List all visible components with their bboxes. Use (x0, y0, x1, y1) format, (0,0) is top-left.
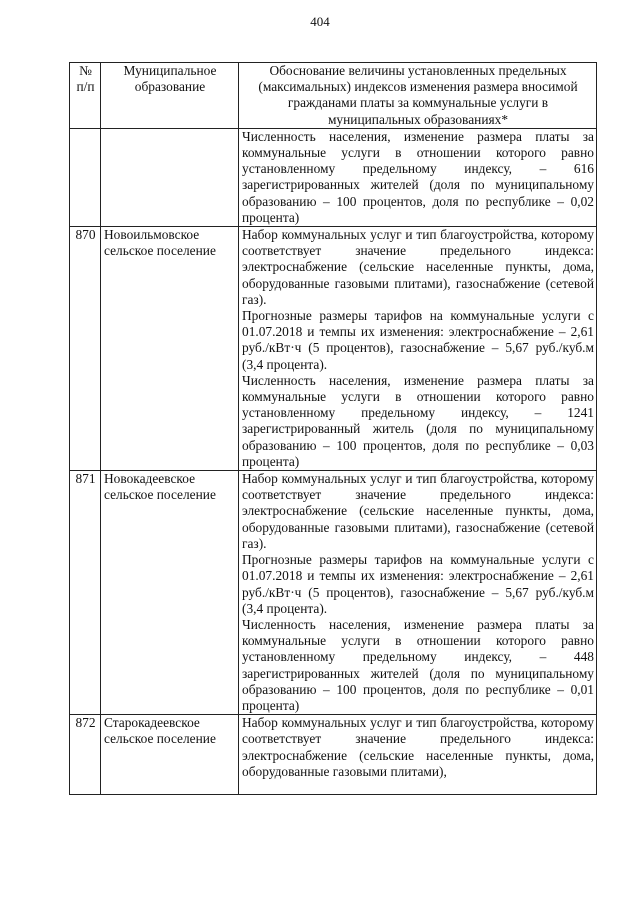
municipality-name: Новоильмовское сельское поселение (101, 227, 239, 471)
services-paragraph: Набор коммунальных услуг и тип благоустройства, которому соответствует значение предельного индекса: электроснабжение (сельские населенные пункты, дома, оборудованные газовыми плитами), (242, 715, 594, 779)
header-justification: Обоснование величины установленных предельных (максимальных) индексов изменения размера вносимой гражданами платы за коммунальные услуги в муниципальных образованиях* (239, 63, 597, 129)
municipality-name: Новокадеевское сельское поселение (101, 471, 239, 715)
row-number: 872 (70, 715, 101, 795)
continuation-municipality-cell (101, 128, 239, 226)
justification-cell (239, 227, 597, 471)
header-number: № п/п (70, 63, 101, 129)
continuation-justification-cell (239, 128, 597, 226)
table-row (70, 227, 597, 471)
tariff-index-table (69, 62, 597, 795)
table-header-row (70, 63, 597, 129)
services-paragraph: Набор коммунальных услуг и тип благоустройства, которому соответствует значение предельного индекса: электроснабжение (сельские населенные пункты, дома, оборудованные газовыми плитами), газоснабжение (сетевой газ). (242, 227, 594, 307)
population-paragraph: Численность населения, изменение размера платы за коммунальные услуги в отношении которого равно установленному предельному индексу, – 448 зарегистрированных жителей (доля по муниципальному образованию – 100 процентов, доля по республике – 0,01 процента) (242, 616, 594, 713)
continuation-number-cell (70, 128, 101, 226)
table-row (70, 471, 597, 715)
row-number: 871 (70, 471, 101, 715)
tariffs-paragraph: Прогнозные размеры тарифов на коммунальные услуги с 01.07.2018 и темпы их изменения: электроснабжение – 2,61 руб./кВт·ч (5 процентов), газоснабжение – 5,67 руб./куб.м (3,4 процента). (242, 308, 594, 372)
table-row (70, 715, 597, 795)
justification-cell (239, 715, 597, 795)
header-municipality: Муниципальное образование (101, 63, 239, 129)
row-number: 870 (70, 227, 101, 471)
municipality-name: Старокадеевское сельское поселение (101, 715, 239, 795)
table-row-continuation (70, 128, 597, 226)
tariffs-paragraph: Прогнозные размеры тарифов на коммунальные услуги с 01.07.2018 и темпы их изменения: электроснабжение – 2,61 руб./кВт·ч (5 процентов), газоснабжение – 5,67 руб./куб.м (3,4 процента). (242, 552, 594, 616)
justification-cell (239, 471, 597, 715)
population-paragraph: Численность населения, изменение размера платы за коммунальные услуги в отношении которого равно установленному предельному индексу, – 1241 зарегистрированный житель (доля по муниципальному образованию – 100 процентов, доля по республике – 0,03 процента) (242, 372, 594, 469)
population-paragraph: Численность населения, изменение размера платы за коммунальные услуги в отношении которого равно установленному предельному индексу, – 616 зарегистрированных жителей (доля по муниципальному образованию – 100 процентов, доля по республике – 0,02 процента) (242, 128, 594, 225)
page-number: 404 (310, 14, 330, 29)
services-paragraph: Набор коммунальных услуг и тип благоустройства, которому соответствует значение предельного индекса: электроснабжение (сельские населенные пункты, дома, оборудованные газовыми плитами), газоснабжение (сетевой газ). (242, 471, 594, 551)
